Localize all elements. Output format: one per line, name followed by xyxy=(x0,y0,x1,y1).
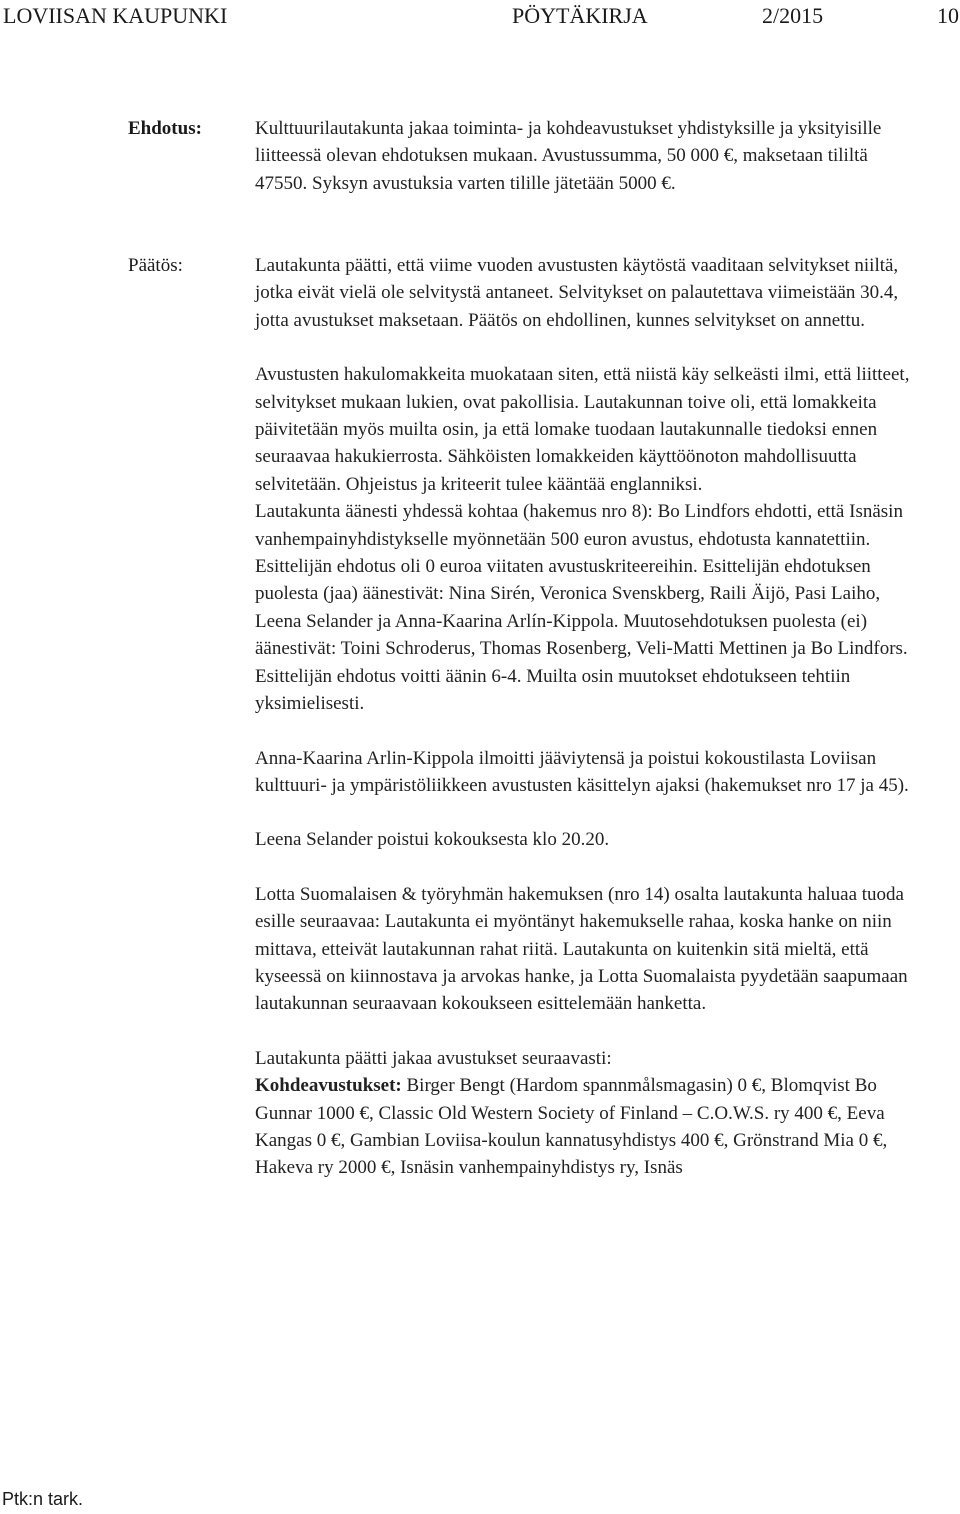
proposal-paragraph xyxy=(255,115,915,197)
vote-paragraph: Lautakunta äänesti yhdessä kohtaa (hakemus nro 8): Bo Lindfors ehdotti, että Isnäsin vanhempainyhdistykselle myönnetään 500 euron avustus, ehdotusta kannatettiin. Esittelijän ehdotus oli 0 euroa viitaten avustuskriteereihin. Esittelijän ehdotuksen puolesta (jaa) äänestivät: Nina Sirén, Veronica Svenskberg, Raili Äijö, Pasi Laiho, Leena Selander ja Anna-Kaarina Arlín-Kippola. Muutosehdotuksen puolesta (ei) äänestivät: Toini Schroderus, Thomas Rosenberg, Veli-Matti Mettinen ja Bo Lindfors. Esittelijän ehdotus voitti äänin 6-4. Muilta osin muutokset ehdotukseen tehtiin yksimielisesti. xyxy=(255,501,908,715)
disqualification-paragraph: Anna-Kaarina Arlin-Kippola ilmoitti jääviytensä ja poistui kokoustilasta Loviisan kulttuuri- ja ympäristöliikkeen avustusten käsittelyn ajaksi (hakemukset nro 17 ja 45). xyxy=(255,747,909,796)
grants-list: Birger Bengt (Hardom spannmålsmagasin) 0 €, Blomqvist Bo Gunnar 1000 €, Classic Old Western Society of Finland – C.O.W.S. ry 400 €, Eeva Kangas 0 €, Gambian Loviisa-koulun kannatusyhdistys 400 €, Grönstrand Mia 0 €, Hakeva ry 2000 €, Isnäsin vanhempainyhdistys ry, Isnäs xyxy=(255,1075,888,1179)
grants-paragraph xyxy=(255,1072,915,1182)
page-number: 10 xyxy=(937,3,959,28)
footer-signature-check: Ptk:n tark. xyxy=(2,1489,84,1509)
organization-name: LOVIISAN KAUPUNKI xyxy=(3,3,228,28)
grants-label: Kohdeavustukset: xyxy=(255,1075,402,1097)
document-type: PÖYTÄKIRJA xyxy=(512,3,648,28)
document-number: 2/2015 xyxy=(762,3,824,28)
application-14-paragraph: Lotta Suomalaisen & työryhmän hakemuksen (nro 14) osalta lautakunta haluaa tuoda esille seuraavaa: Lautakunta ei myöntänyt hakemukselle rahaa, koska hanke on niin mittava, etteivät lautakunnan rahat riitä. Lautakunta on kuitenkin sitä mieltä, että kyseessä on kiinnostava ja arvokas hanke, ja Lotta Suomalaista pyydetään saapumaan lautakunnan seuraavaan kokoukseen esittelemään hanketta. xyxy=(255,883,908,1015)
decision-section xyxy=(255,252,915,1182)
proposal-text: Kulttuurilautakunta jakaa toiminta- ja kohdeavustukset yhdistyksille ja yksityisille liitteessä olevan ehdotuksen mukaan. Avustussumma, 50 000 €, maksetaan tililtä 47550. Syksyn avustuksia varten tilille jätetään 5000 €. xyxy=(255,118,882,194)
page-header xyxy=(0,0,960,32)
grants-intro: Lautakunta päätti jakaa avustukset seuraavasti: xyxy=(255,1047,612,1069)
forms-paragraph: Avustusten hakulomakkeita muokataan siten, että niistä käy selkeästi ilmi, että liitteet, selvitykset mukaan lukien, ovat pakollisia. Lautakunnan toive oli, että lomakkeita päivitetään myös muilta osin, ja että lomake tuodaan lautakunnalle tiedoksi ennen seuraavaa hakukierrosta. Sähköisten lomakkeiden käyttöönoton mahdollisuutta selvitetään. Ohjeistus ja kriteerit tulee kääntää englanniksi. xyxy=(255,364,910,495)
proposal-label: Ehdotus: xyxy=(128,118,202,139)
decision-label: Päätös: xyxy=(128,255,183,276)
decision-text: Lautakunta päätti, että viime vuoden avustusten käytöstä vaaditaan selvitykset niiltä, jotka eivät vielä ole selvitystä antaneet. Selvitykset on palautettava viimeistään 30.4, jotta avustukset maksetaan. Päätös on ehdollinen, kunnes selvitykset on annettu. xyxy=(255,255,899,331)
departure-paragraph: Leena Selander poistui kokouksesta klo 20.20. xyxy=(255,829,610,851)
